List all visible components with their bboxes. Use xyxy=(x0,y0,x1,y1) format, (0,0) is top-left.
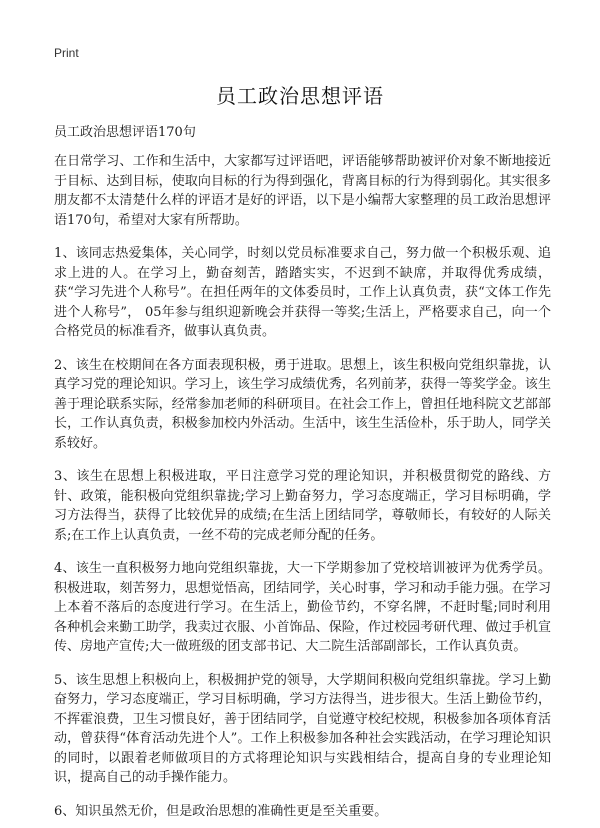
intro-paragraph: 在日常学习、工作和生活中，大家都写过评语吧，评语能够帮助被评价对象不断地接近于目标、达到目标，使取向目标的行为得到强化，背离目标的行为得到弱化。其实很多朋友都不太清楚什么样的评语才是好的评语，以下是小编帮大家整理的员工政治思想评语170句，希望对大家有所帮助。 xyxy=(54,154,551,228)
print-link[interactable]: Print xyxy=(54,46,79,60)
comment-paragraph-1: 1、该同志热爱集体，关心同学，时刻以党员标准要求自己，努力做一个积极乐观、追求上进的人。在学习上，勤奋刻苦，踏踏实实，不迟到不缺席，并取得优秀成绩，获“学习先进个人称号”。在担任两年的文体委员时，工作上认真负责，获“文体工作先进个人称号”， 05年参与组织迎新晚会并获得一等奖;生活上，严格要求自己，向一个合格党员的标准看齐，做事认真负责。 xyxy=(54,246,551,339)
comment-paragraph-5: 5、该生思想上积极向上，积极拥护党的领导，大学期间积极向党组织靠拢。学习上勤奋努力，学习态度端正，学习目标明确，学习方法得当，进步很大。生活上勤俭节约，不挥霍浪费，卫生习惯良好，善于团结同学，自觉遵守校纪校规，积极参加各项体育活动，曾获得“体育活动先进个人”。工作上积极参加各种社会实践活动，在学习理论知识的同时，以跟着老师做项目的方式将理论知识与实践相结合，提高自身的专业理论知识，提高自己的动手操作能力。 xyxy=(54,672,551,785)
comment-paragraph-6: 6、知识虽然无价，但是政治思想的准确性更是至关重要。 xyxy=(54,803,388,819)
comment-paragraph-4: 4、该生一直积极努力地向党组织靠拢，大一下学期参加了党校培训被评为优秀学员。积极进取，刻苦努力，思想觉悟高，团结同学，关心时事，学习和动手能力强。在学习上本着不落后的态度进行学习。在生活上，勤俭节约，不穿名牌，不赶时髦;同时利用各种机会来勤工助学，我卖过衣服、小首饰品、保险，作过校园考研代理、做过手机宣传、房地产宣传;大一做班级的团支部书记、大二院生活部副部长，工作认真负责。 xyxy=(54,561,551,654)
comment-paragraph-3: 3、该生在思想上积极进取，平日注意学习党的理论知识，并积极贯彻党的路线、方针、政策，能积极向党组织靠拢;学习上勤奋努力，学习态度端正，学习目标明确，学习方法得当，获得了比较优异的成绩;在生活上团结同学，尊敬师长，有较好的人际关系;在工作上认真负责，一丝不苟的完成老师分配的任务。 xyxy=(54,469,551,543)
page-title: 员工政治思想评语 xyxy=(216,84,384,108)
document-subtitle: 员工政治思想评语170句 xyxy=(54,125,196,140)
comment-paragraph-2: 2、该生在校期间在各方面表现积极，勇于进取。思想上，该生积极向党组织靠拢，认真学习党的理论知识。学习上，该生学习成绩优秀，名列前茅，获得一等奖学金。该生善于理论联系实际，经常参加老师的科研项目。在社会工作上，曾担任地科院文艺部部长，工作认真负责，积极参加校内外活动。生活中，该生生活俭朴，乐于助人，同学关系较好。 xyxy=(54,357,551,451)
document-body xyxy=(54,152,551,828)
